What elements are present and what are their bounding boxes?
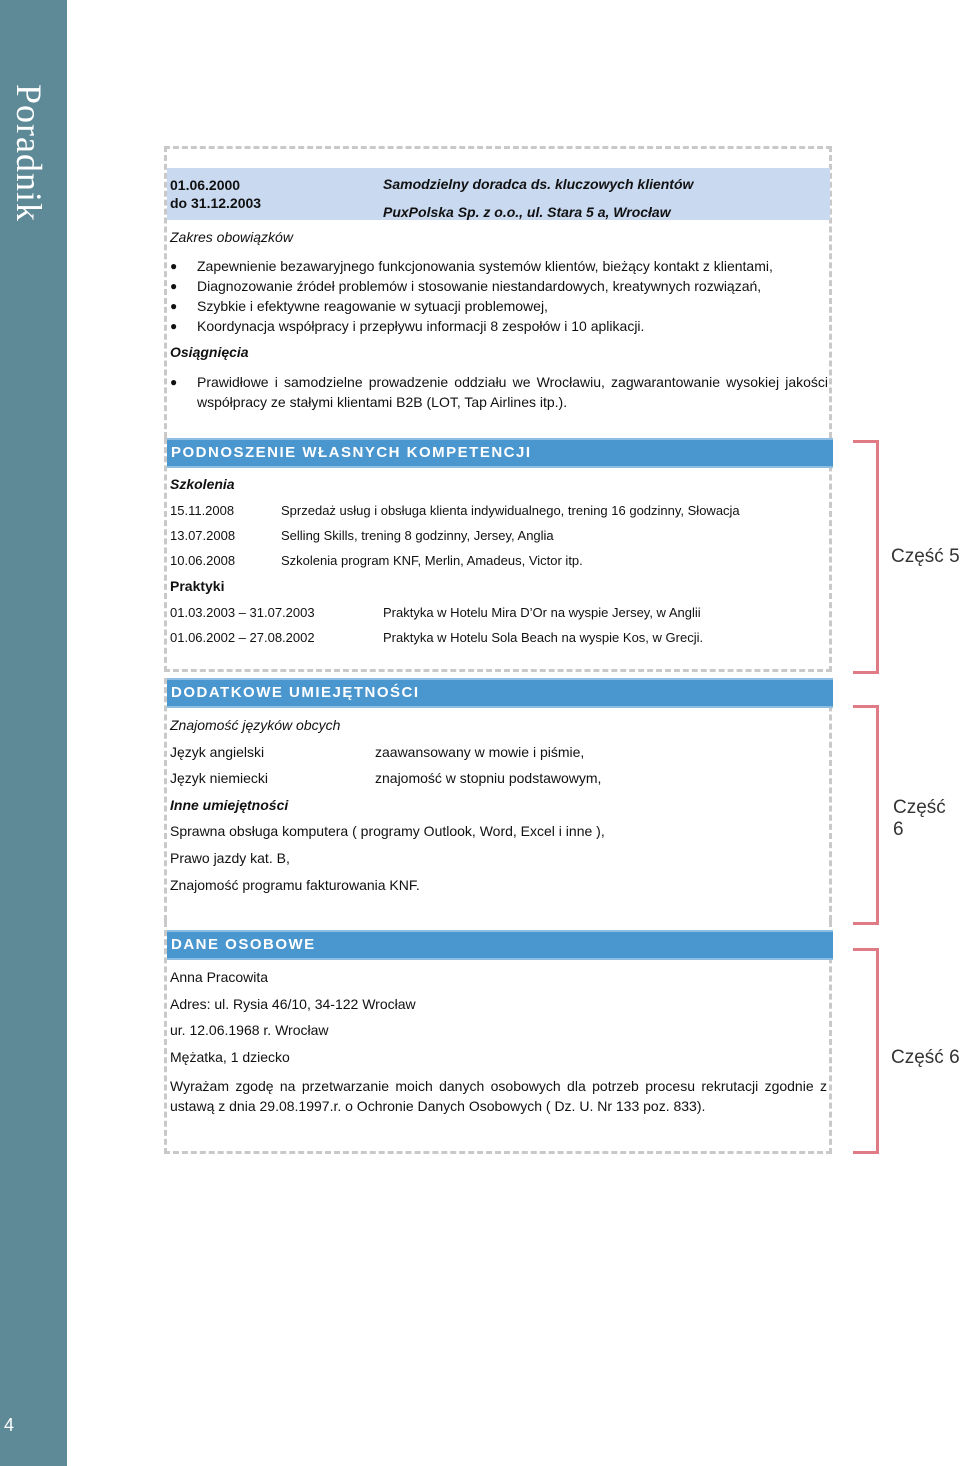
duties-label: Zakres obowiązków (170, 229, 293, 245)
consent-text: Wyrażam zgodę na przetwarzanie moich danych osobowych dla potrzeb procesu rekrutacji zgodnie z ustawą z dnia 29.08.1997.r. o Ochronie Danych Osobowych ( Dz. U. Nr 133 poz. 833). (170, 1078, 827, 1114)
training-text: Selling Skills, trening 8 godzinny, Jersey, Anglia (281, 528, 554, 543)
personal-line: Anna Pracowita (170, 969, 269, 985)
achievements-label: Osiągnięcia (170, 344, 249, 360)
personal-line: ur. 12.06.1968 r. Wrocław (170, 1022, 329, 1038)
competencies-header (167, 438, 833, 468)
personal-line: Adres: ul. Rysia 46/10, 34-122 Wrocław (170, 996, 416, 1012)
page-number: 4 (4, 1415, 15, 1435)
skills-header (167, 678, 833, 708)
sidebar-title: Poradnik (9, 84, 49, 222)
trainings-label: Szkolenia (170, 476, 235, 492)
internship-date: 01.03.2003 – 31.07.2003 (170, 605, 315, 620)
section-title: DODATKOWE UMIEJĘTNOŚCI (171, 684, 420, 701)
skill-item: Znajomość programu fakturowania KNF. (170, 877, 420, 893)
bracket (853, 440, 879, 674)
job-company: PuxPolska Sp. z o.o., ul. Stara 5 a, Wrocław (383, 204, 671, 220)
achievement (170, 372, 828, 412)
language-level: zaawansowany w mowie i piśmie, (375, 744, 585, 760)
job-date-to: do 31.12.2003 (170, 195, 262, 211)
section-title: PODNOSZENIE WŁASNYCH KOMPETENCJI (171, 444, 532, 461)
internship-text: Praktyka w Hotelu Mira D’Or na wyspie Jersey, w Anglii (383, 605, 701, 620)
job-date-from: 01.06.2000 (170, 177, 241, 193)
job-dates (170, 176, 261, 212)
personal-header (167, 930, 833, 960)
training-text: Sprzedaż usług i obsługa klienta indywidualnego, trening 16 godzinny, Słowacja (281, 503, 740, 518)
training-date: 10.06.2008 (170, 553, 236, 568)
languages-label: Znajomość języków obcych (170, 717, 341, 733)
language-name: Język angielski (170, 744, 265, 760)
part-label: Część 6 (893, 797, 946, 840)
list-item: ● Zapewnienie bezawaryjnego funkcjonowania systemów klientów, bieżący kontakt z klientami, (170, 256, 773, 276)
sidebar (0, 0, 67, 1466)
skill-item: Sprawna obsługa komputera ( programy Outlook, Word, Excel i inne ), (170, 823, 605, 839)
job-position: Samodzielny doradca ds. kluczowych klientów (383, 176, 694, 192)
skill-item: Prawo jazdy kat. B, (170, 850, 290, 866)
training-date: 15.11.2008 (170, 503, 235, 518)
internship-date: 01.06.2002 – 27.08.2002 (170, 630, 315, 645)
internships-label: Praktyki (170, 578, 225, 594)
bracket (853, 705, 879, 925)
duties-list (170, 256, 773, 336)
other-skills-label: Inne umiejętności (170, 797, 289, 813)
list-item: ● Koordynacja współpracy i przepływu informacji 8 zespołów i 10 aplikacji. (170, 316, 773, 336)
achievement-text: Prawidłowe i samodzielne prowadzenie oddziału we Wrocławiu, zagwarantowanie wysokiej jakości współpracy ze stałymi klientami B2B (LOT, Tap Airlines itp.). (197, 374, 828, 410)
list-item: ● Szybkie i efektywne reagowanie w sytuacji problemowej, (170, 296, 773, 316)
training-text: Szkolenia program KNF, Merlin, Amadeus, Victor itp. (281, 553, 583, 568)
part-label: Część 5 (891, 546, 960, 567)
section-title: DANE OSOBOWE (171, 936, 316, 953)
internship-text: Praktyka w Hotelu Sola Beach na wyspie Kos, w Grecji. (383, 630, 704, 645)
language-name: Język niemiecki (170, 770, 269, 786)
bracket (853, 948, 879, 1154)
personal-line: Mężatka, 1 dziecko (170, 1049, 290, 1065)
list-item: ● Diagnozowanie źródeł problemów i stosowanie niestandardowych, kreatywnych rozwiązań, (170, 276, 773, 296)
language-level: znajomość w stopniu podstawowym, (375, 770, 602, 786)
part-label: Część 6 (891, 1047, 960, 1068)
bullet-icon: ● (170, 375, 178, 389)
training-date: 13.07.2008 (170, 528, 236, 543)
